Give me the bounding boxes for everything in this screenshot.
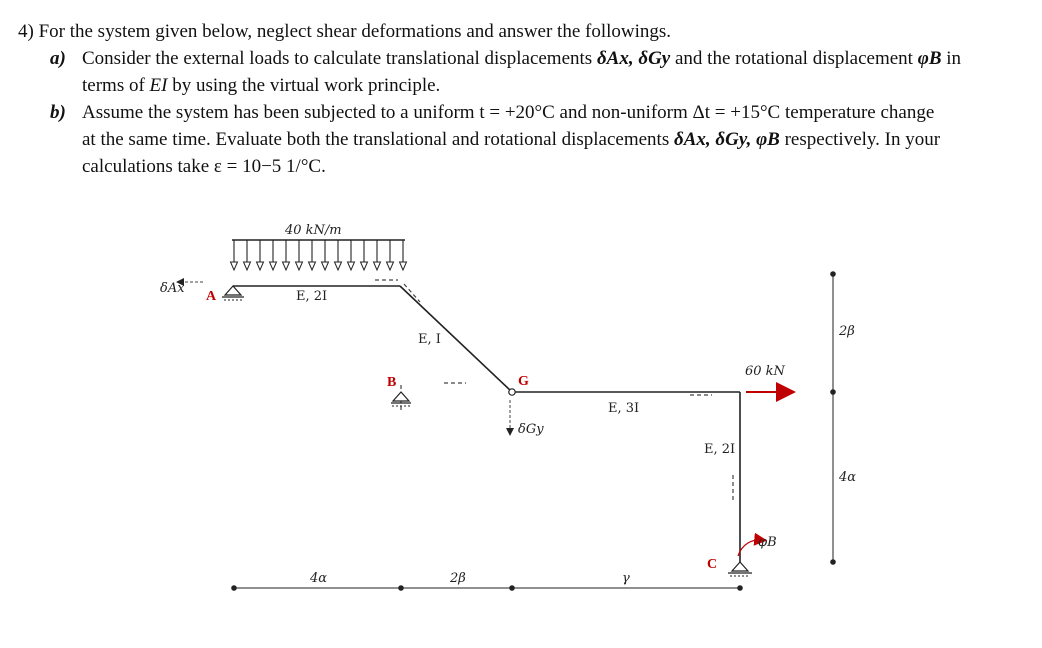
part-b-line2: at the same time. Evaluate both the translational and rotational displacements δAx, δGy, φB respectively. In your [82,129,941,150]
part-a-line2: terms of EI by using the virtual work principle. [82,75,441,96]
load-arrow-head [335,262,342,270]
load-arrow-head [361,262,368,270]
part-b-label: b) [50,102,66,123]
member-vertical-label: E, 2I [704,442,736,457]
dim-right-2: 4α [839,470,857,485]
member-horizontal-label: E, 3I [608,401,640,416]
part-b-line3: calculations take ε = 10−5 1/°C. [82,156,326,177]
support-a [222,286,244,300]
load-arrow-head [283,262,290,270]
load-arrow-head [244,262,251,270]
dim-bottom-3: γ [622,571,630,586]
part-b-line1: b) Assume the system has been subjected to a uniform t = +20°C and non-uniform Δt = +15°C temperature change [18,99,1028,126]
point-c-label: C [707,557,718,572]
load-arrow-head [270,262,277,270]
load-arrows [231,240,407,270]
load-arrow-head [309,262,316,270]
support-b [391,392,411,406]
rot-phib [738,535,777,556]
symbols-a: δAx, δGy [596,48,671,69]
load-arrow-head [257,262,264,270]
horizontal-force [745,364,788,392]
question-header: 4) For the system given below, neglect shear deformations and answer the followings. [18,21,672,42]
dim-right-1: 2β [839,324,855,339]
member-diagonal [400,286,512,392]
load-label: 40 kN/m [285,223,342,238]
dimension-right [830,271,859,565]
member-diagonal-label: E, I [418,332,441,347]
point-b-label: B [387,375,397,390]
distributed-load [231,223,407,270]
load-arrow-head [322,262,329,270]
load-arrow-head [296,262,303,270]
load-arrow-head [400,262,407,270]
load-arrow-head [374,262,381,270]
part-a-label: a) [50,48,66,69]
disp-gy [510,400,544,437]
dim-bottom-2: 2β [450,571,466,586]
dim-bottom-1: 4α [310,571,328,586]
disp-gy-label: δGy [518,422,544,437]
dimension-bottom [231,571,743,591]
point-g-label: G [518,374,529,389]
members [233,286,740,562]
load-arrow-head [387,262,394,270]
load-arrow-head [348,262,355,270]
load-arrow-head [231,262,238,270]
part-a-line1: a) Consider the external loads to calculate translational displacements δAx, δGy and the rotational displacement φB in [18,45,1028,72]
point-a-label: A [206,289,217,304]
hinge-g [509,389,515,395]
force-label: 60 kN [745,364,785,379]
support-c [728,562,752,576]
disp-ax [160,281,203,296]
member-top-label: E, 2I [296,289,328,304]
disp-ax-label: δAx [160,281,185,296]
phi-b-label: φB [758,535,777,550]
